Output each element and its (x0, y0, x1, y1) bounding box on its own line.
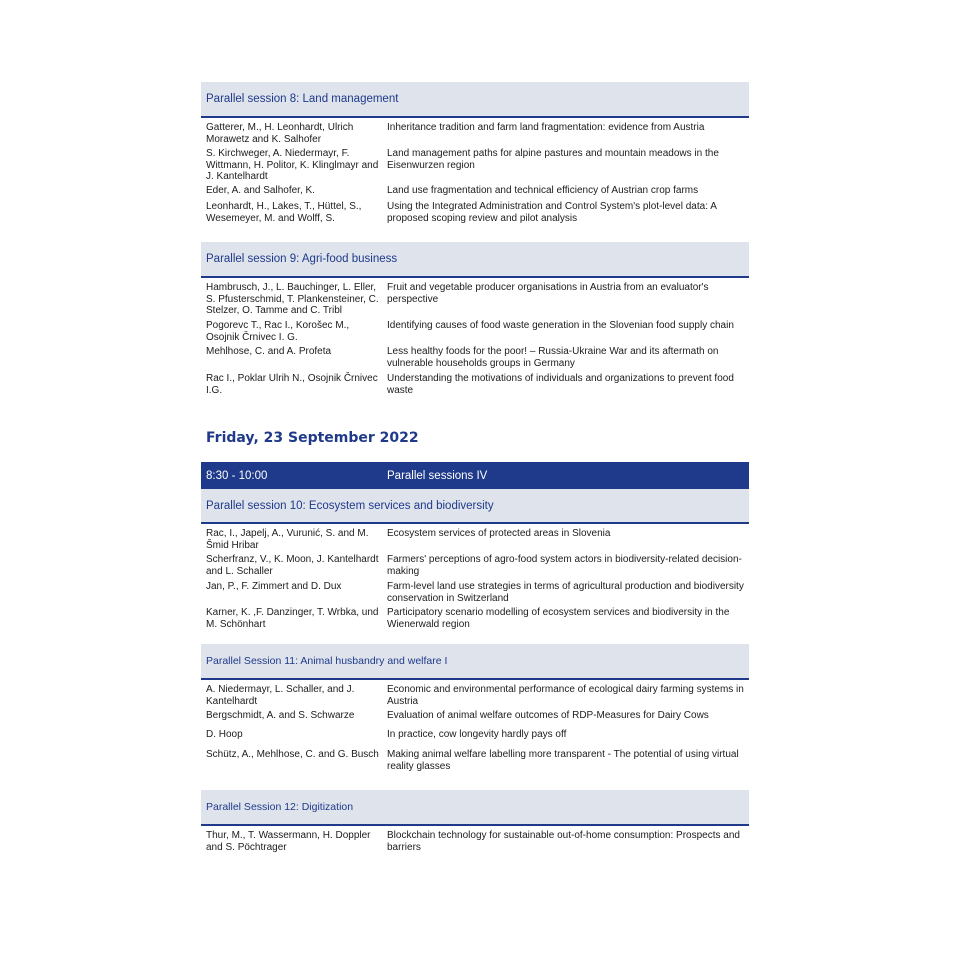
time-slot-bar (201, 462, 749, 489)
table-row (201, 148, 749, 185)
authors-cell: Mehlhose, C. and A. Profeta (206, 346, 332, 357)
paper-title-cell: Less healthy foods for the poor! – Russia-Ukraine War and its aftermath on vulnerable households groups in Germany (387, 346, 719, 369)
table-row (201, 185, 749, 201)
authors-cell: Scherfranz, V., K. Moon, J. Kantelhardt and L. Schaller (206, 554, 379, 577)
time-slot: 8:30 - 10:00 (206, 469, 268, 482)
authors-cell: Pogorevc T., Rac I., Korošec M., Osojnik Črnivec I. G. (206, 320, 350, 343)
table-row (201, 282, 749, 320)
paper-title-cell: Using the Integrated Administration and Control System's plot-level data: A proposed scoping review and pilot analysis (387, 201, 717, 224)
session-rows (201, 118, 749, 226)
table-row (201, 607, 749, 632)
day-heading: Friday, 23 September 2022 (206, 430, 419, 446)
table-row (201, 201, 749, 226)
paper-title-cell: Economic and environmental performance of ecological dairy farming systems in Austria (387, 684, 744, 707)
table-row (201, 749, 749, 774)
session-header: Parallel Session 11: Animal husbandry and welfare I (201, 644, 749, 680)
session-header: Parallel session 10: Ecosystem services and biodiversity (201, 489, 749, 524)
authors-cell: D. Hoop (206, 729, 243, 740)
paper-title-cell: Farm-level land use strategies in terms of agricultural production and biodiversity conservation in Switzerland (387, 581, 744, 604)
session-rows (201, 826, 749, 856)
authors-cell: Thur, M., T. Wassermann, H. Doppler and S. Pöchtrager (206, 830, 371, 853)
authors-cell: Bergschmidt, A. and S. Schwarze (206, 710, 355, 721)
session-rows (201, 524, 749, 632)
table-row (201, 581, 749, 607)
session-11 (201, 644, 749, 774)
authors-cell: Gatterer, M., H. Leonhardt, Ulrich Morawetz and K. Salhofer (206, 122, 354, 145)
authors-cell: Schütz, A., Mehlhose, C. and G. Busch (206, 749, 379, 760)
session-header: Parallel Session 12: Digitization (201, 790, 749, 826)
paper-title-cell: Farmers' perceptions of agro-food system actors in biodiversity-related decision-making (387, 554, 742, 577)
paper-title-cell: Making animal welfare labelling more transparent - The potential of using virtual reality glasses (387, 749, 739, 772)
table-row (201, 684, 749, 710)
authors-cell: Jan, P., F. Zimmert and D. Dux (206, 581, 342, 592)
paper-title-cell: Identifying causes of food waste generation in the Slovenian food supply chain (387, 320, 734, 331)
session-10 (201, 489, 749, 632)
paper-title-cell: Participatory scenario modelling of ecosystem services and biodiversity in the Wienerwald region (387, 607, 730, 630)
table-row (201, 830, 749, 856)
table-row (201, 122, 749, 148)
table-row (201, 528, 749, 554)
authors-cell: Rac, I., Japelj, A., Vurunić, S. and M. Šmid Hribar (206, 528, 369, 551)
paper-title-cell: Land use fragmentation and technical efficiency of Austrian crop farms (387, 185, 699, 196)
authors-cell: Leonhardt, H., Lakes, T., Hüttel, S., Wesemeyer, M. and Wolff, S. (206, 201, 362, 224)
paper-title-cell: Understanding the motivations of individuals and organizations to prevent food waste (387, 373, 734, 396)
paper-title-cell: In practice, cow longevity hardly pays off (387, 729, 567, 740)
table-row (201, 710, 749, 729)
authors-cell: Hambrusch, J., L. Bauchinger, L. Eller, S. Pfusterschmid, T. Plankensteiner, C. Stelzer, O. Tamme and C. Tribl (206, 282, 379, 316)
paper-title-cell: Inheritance tradition and farm land fragmentation: evidence from Austria (387, 122, 705, 133)
session-header: Parallel session 9: Agri-food business (201, 242, 749, 278)
session-12 (201, 790, 749, 856)
authors-cell: Eder, A. and Salhofer, K. (206, 185, 315, 196)
paper-title-cell: Ecosystem services of protected areas in Slovenia (387, 528, 611, 539)
paper-title-cell: Land management paths for alpine pastures and mountain meadows in the Eisenwurzen region (387, 148, 719, 171)
paper-title-cell: Blockchain technology for sustainable out-of-home consumption: Prospects and barriers (387, 830, 740, 853)
table-row (201, 346, 749, 373)
session-header: Parallel session 8: Land management (201, 82, 749, 118)
authors-cell: Karner, K. ,F. Danzinger, T. Wrbka, und M. Schönhart (206, 607, 379, 630)
session-9 (201, 242, 749, 398)
session-rows (201, 278, 749, 398)
session-rows (201, 680, 749, 774)
paper-title-cell: Evaluation of animal welfare outcomes of RDP-Measures for Dairy Cows (387, 710, 709, 721)
program-page (201, 82, 749, 856)
authors-cell: Rac I., Poklar Ulrih N., Osojnik Črnivec I.G. (206, 373, 378, 396)
table-row (201, 373, 749, 398)
table-row (201, 729, 749, 749)
table-row (201, 320, 749, 346)
paper-title-cell: Fruit and vegetable producer organisations in Austria from an evaluator's perspective (387, 282, 709, 305)
table-row (201, 554, 749, 581)
session-8 (201, 82, 749, 226)
authors-cell: A. Niedermayr, L. Schaller, and J. Kantelhardt (206, 684, 355, 707)
time-slot-label: Parallel sessions IV (387, 469, 488, 482)
authors-cell: S. Kirchweger, A. Niedermayr, F. Wittmann, H. Politor, K. Klinglmayr and J. Kantelhardt (206, 148, 379, 182)
